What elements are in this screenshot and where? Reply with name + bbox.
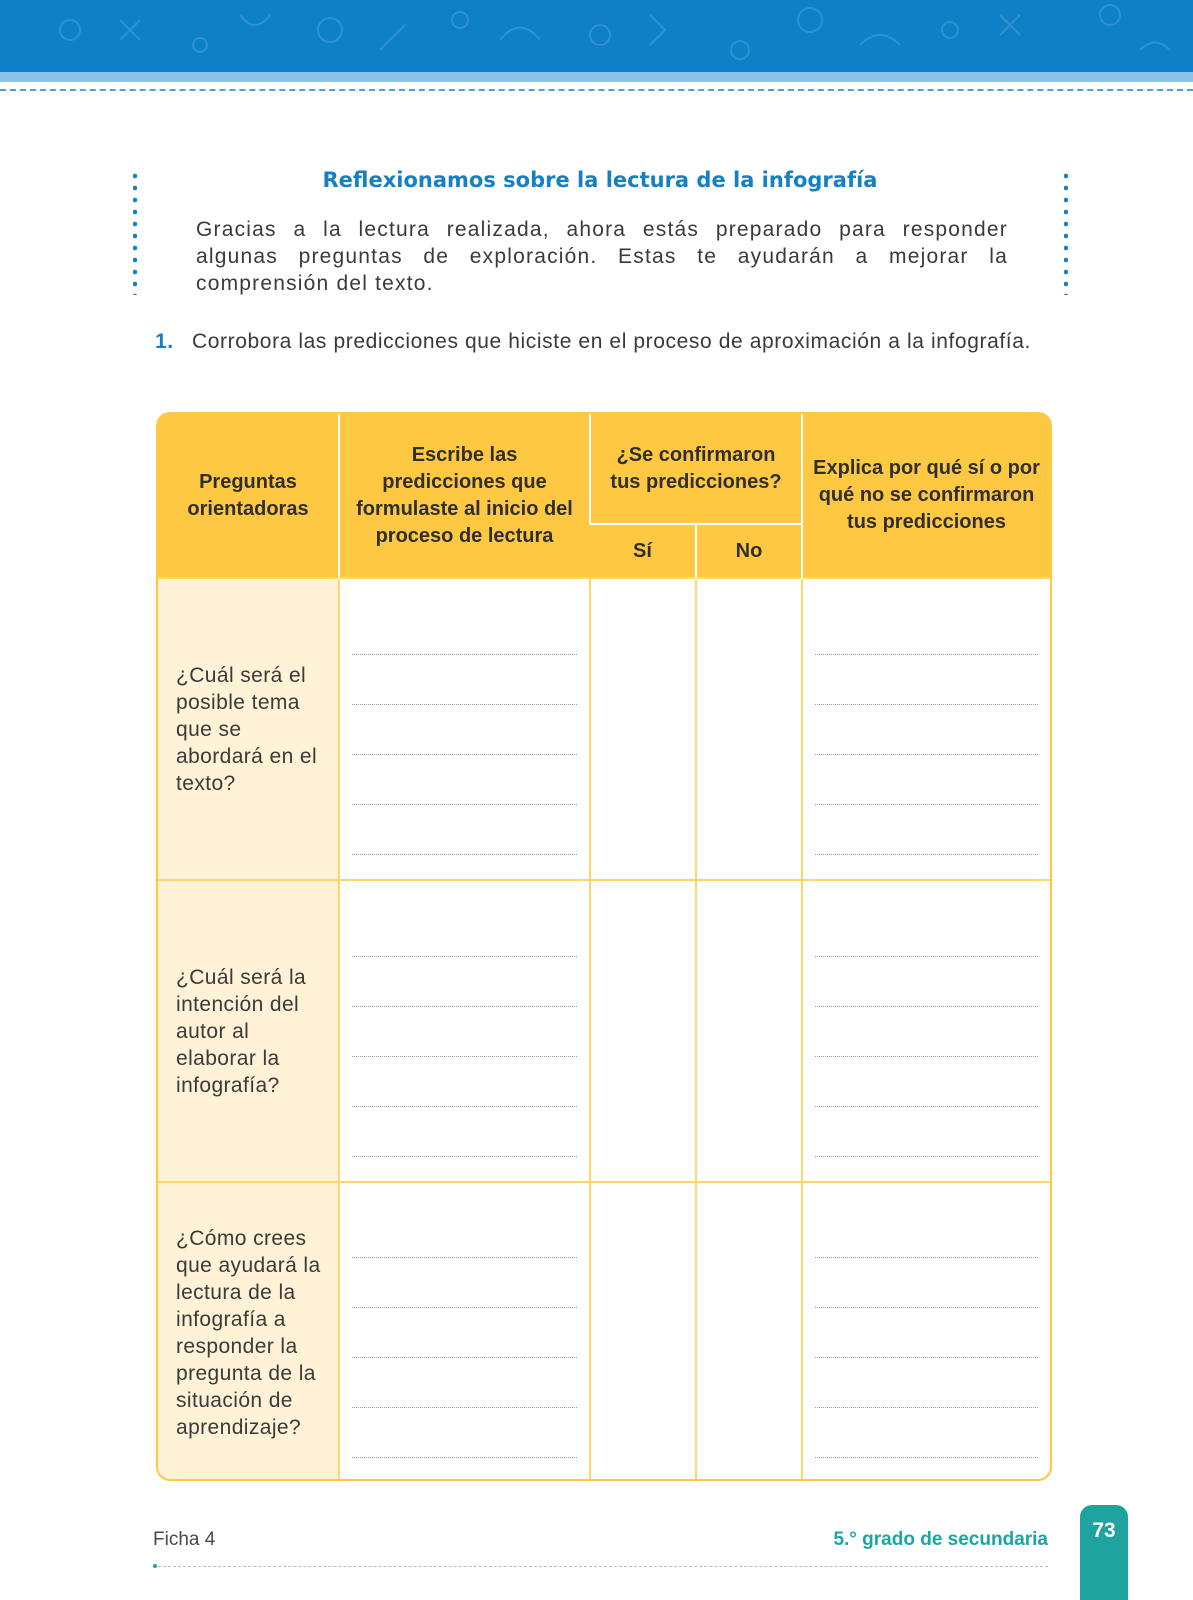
page-number-tab [1080,1505,1128,1600]
si-check-cell[interactable] [590,1182,696,1481]
footer-ficha: Ficha 4 [153,1529,216,1550]
no-check-cell[interactable] [696,578,802,880]
writing-line [815,956,1038,957]
question-text: Corrobora las predicciones que hiciste en el proceso de aproximación a la infografía. [192,330,1031,353]
prediction-answer-cell[interactable] [339,1182,590,1481]
writing-line [352,1307,577,1308]
no-check-cell[interactable] [696,880,802,1182]
question-cell: ¿Cuál será la intención del autor al elaborar la infografía? [158,880,339,1182]
writing-line [815,1357,1038,1358]
writing-line [352,1257,577,1258]
header-predicciones: Escribe las predicciones que formulaste al inicio del proceso de lectura [339,414,590,578]
writing-line [352,1407,577,1408]
explanation-answer-cell[interactable] [802,1182,1050,1481]
writing-line [815,754,1038,755]
writing-line [815,804,1038,805]
writing-line [815,1156,1038,1157]
writing-line [815,1106,1038,1107]
table-row [158,880,1050,1182]
explanation-answer-cell[interactable] [802,880,1050,1182]
writing-line [352,1056,577,1057]
right-dotted-marker [1064,170,1068,295]
top-dashed-divider [0,89,1193,91]
writing-line [815,854,1038,855]
footer-dot [153,1564,157,1568]
question-number: 1. [155,330,174,353]
writing-line [352,1006,577,1007]
writing-line [352,956,577,957]
question-cell: ¿Cómo crees que ayudará la lectura de la infografía a responder la pregunta de la situación de aprendizaje? [158,1182,339,1481]
question-cell: ¿Cuál será el posible tema que se abordará en el texto? [158,578,339,880]
header-preguntas: Preguntas orientadoras [158,414,339,578]
writing-line [352,1457,577,1458]
header-si: Sí [590,524,696,578]
prediction-answer-cell[interactable] [339,880,590,1182]
writing-line [815,654,1038,655]
writing-line [815,1257,1038,1258]
writing-line [352,1156,577,1157]
header-explica: Explica por qué sí o por qué no se confirmaron tus predicciones [802,414,1050,578]
writing-line [352,1106,577,1107]
writing-line [815,1407,1038,1408]
footer-divider [153,1566,1048,1567]
intro-paragraph: Gracias a la lectura realizada, ahora estás preparado para responder algunas preguntas de exploración. Estas te ayudarán a mejorar la comprensión del texto. [196,218,1008,295]
table-row [158,1182,1050,1481]
predictions-table [156,412,1052,1481]
header-confirmaron: ¿Se confirmaron tus predicciones? [590,414,802,524]
writing-line [352,704,577,705]
writing-line [352,854,577,855]
page-number: 73 [1092,1519,1116,1542]
writing-line [352,804,577,805]
writing-line [815,1056,1038,1057]
top-banner-band [0,72,1193,82]
prediction-answer-cell[interactable] [339,578,590,880]
header-no: No [696,524,802,578]
writing-line [815,704,1038,705]
writing-line [815,1457,1038,1458]
si-check-cell[interactable] [590,880,696,1182]
writing-line [815,1006,1038,1007]
writing-line [352,754,577,755]
no-check-cell[interactable] [696,1182,802,1481]
si-check-cell[interactable] [590,578,696,880]
banner-doodles-decoration [0,0,1193,72]
writing-line [352,654,577,655]
footer-grade: 5.° grado de secundaria [833,1529,1048,1550]
section-title: Reflexionamos sobre la lectura de la infografía [322,168,878,192]
left-dotted-marker [133,170,137,295]
explanation-answer-cell[interactable] [802,578,1050,880]
table-row [158,578,1050,880]
writing-line [815,1307,1038,1308]
writing-line [352,1357,577,1358]
top-banner [0,0,1193,72]
question-instruction [155,328,1050,355]
